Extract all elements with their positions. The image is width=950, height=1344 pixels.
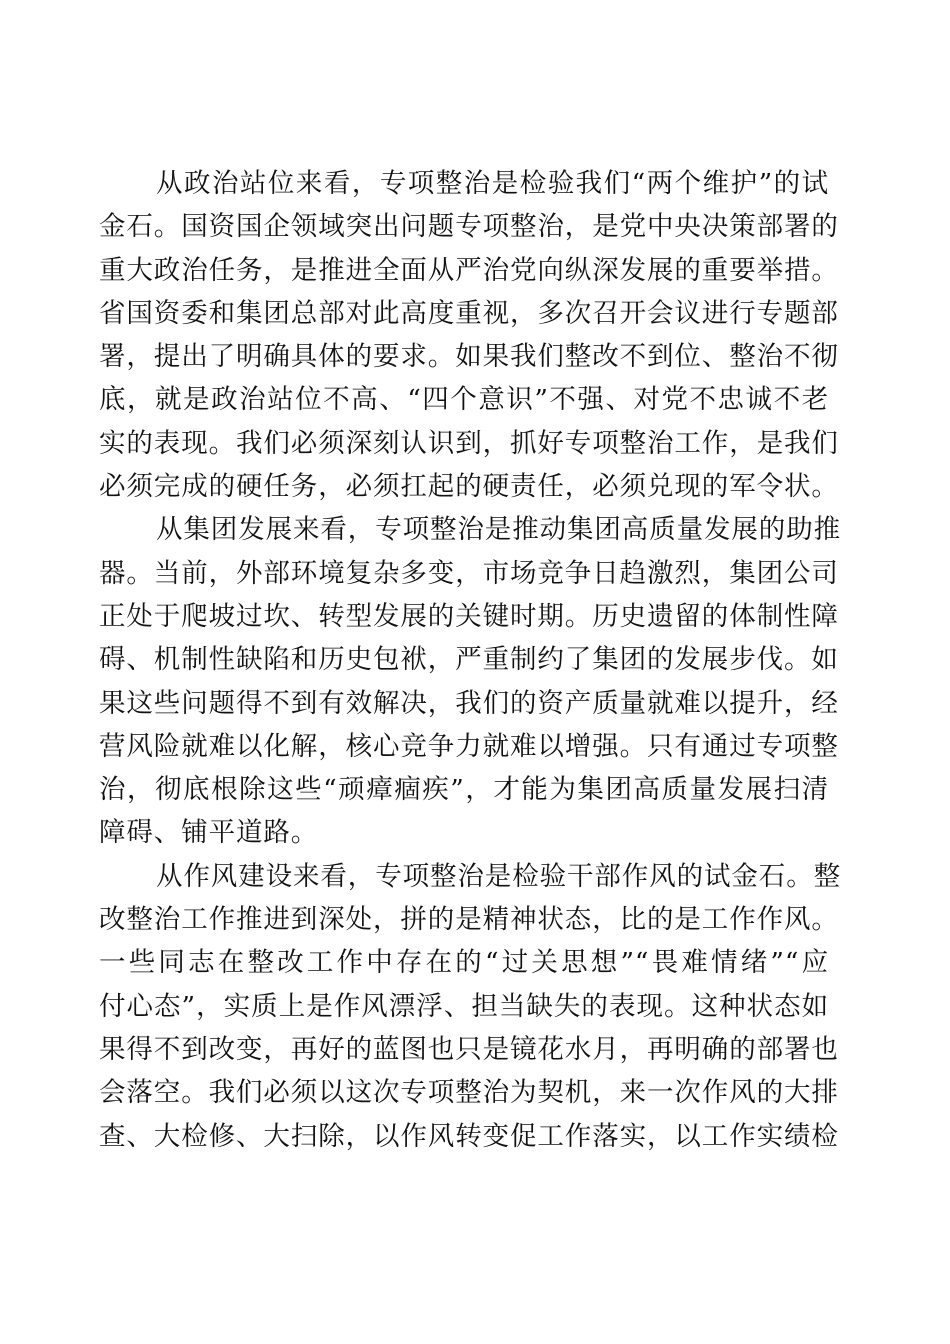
text-line: 付心态”，实质上是作风漂浮、担当缺失的表现。这种状态如: [99, 990, 829, 1022]
text-line: 障碍、铺平道路。: [99, 817, 319, 849]
text-line: 营风险就难以化解，核心竞争力就难以增强。只有通过专项整: [99, 730, 839, 762]
text-line: 果得不到改变，再好的蓝图也只是镜花水月，再明确的部署也: [99, 1033, 839, 1065]
text-line: 署，提出了明确具体的要求。如果我们整改不到位、整治不彻: [99, 341, 839, 373]
text-line: 必须完成的硬任务，必须扛起的硬责任，必须兑现的军令状。: [99, 471, 839, 503]
text-line: 一些同志在整改工作中存在的“过关思想”“畏难情绪”“应: [99, 947, 829, 979]
text-line: 从政治站位来看，专项整治是检验我们“两个维护”的试: [156, 168, 829, 199]
text-line: 会落空。我们必须以这次专项整治为契机，来一次作风的大排: [99, 1077, 839, 1109]
paragraph-group-development: [99, 508, 841, 854]
text-line: 果这些问题得不到有效解决，我们的资产质量就难以提升，经: [99, 687, 839, 719]
text-line: 实的表现。我们必须深刻认识到，抓好专项整治工作，是我们: [99, 427, 839, 459]
paragraph-political-stance: [99, 162, 839, 508]
text-line: 改整治工作推进到深处，拼的是精神状态，比的是工作作风。: [99, 904, 839, 936]
text-line: 正处于爬坡过坎、转型发展的关键时期。历史遗留的体制性障: [99, 600, 839, 632]
text-line: 碍、机制性缺陷和历史包袱，严重制约了集团的发展步伐。如: [99, 644, 839, 676]
text-line: 底，就是政治站位不高、“四个意识”不强、对党不忠诚不老: [99, 384, 829, 416]
text-line: 治，彻底根除这些“顽瘴痼疾”，才能为集团高质量发展扫清: [99, 774, 829, 806]
text-line: 查、大检修、大扫除，以作风转变促工作落实，以工作实绩检: [99, 1120, 839, 1152]
text-line: 重大政治任务，是推进全面从严治党向纵深发展的重要举措。: [99, 254, 839, 286]
text-line: 省国资委和集团总部对此高度重视，多次召开会议进行专题部: [99, 297, 839, 329]
text-line: 从集团发展来看，专项整治是推动集团高质量发展的助推: [156, 514, 841, 546]
text-line: 金石。国资国企领域突出问题专项整治，是党中央决策部署的: [99, 211, 839, 243]
text-line: 从作风建设来看，专项整治是检验干部作风的试金石。整: [156, 860, 841, 892]
text-line: 器。当前，外部环境复杂多变，市场竞争日趋激烈，集团公司: [99, 557, 839, 589]
paragraph-work-style: [99, 855, 841, 1158]
document-body: [99, 162, 841, 1158]
